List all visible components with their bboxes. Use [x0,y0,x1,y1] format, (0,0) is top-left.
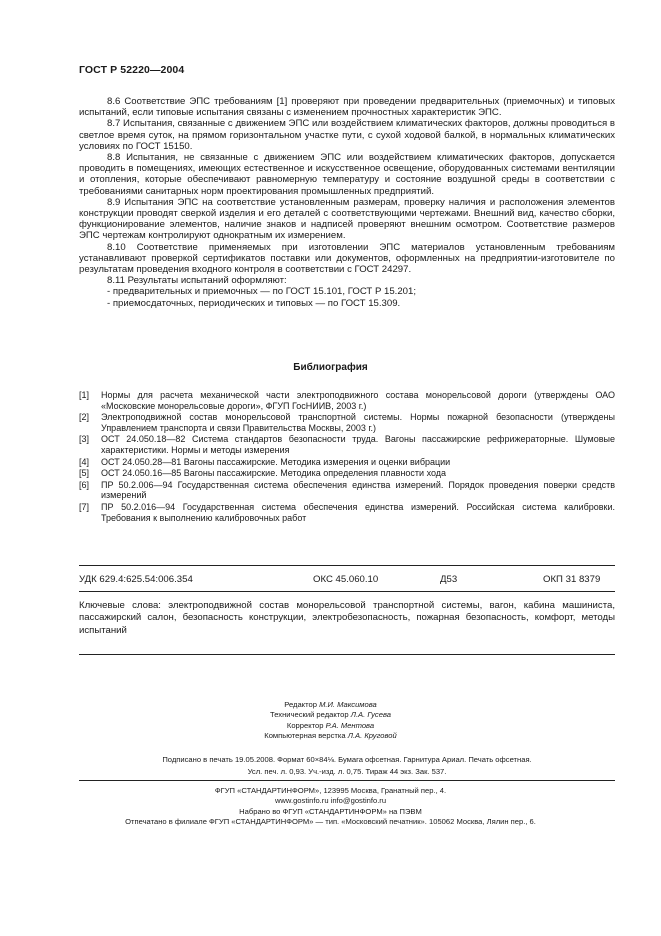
bibliography-title: Библиография [293,362,368,373]
bibliography-item [79,434,615,455]
udk-code: УДК 629.4:625.54:006.354 [79,574,193,585]
bibliography-number: [5] [79,468,90,479]
bibliography-list [79,390,615,524]
layout-name: Л.А. Круговой [347,731,397,741]
editor-line [0,700,661,710]
tech-editor-name: Л.А. Гусева [350,710,391,720]
keywords: Ключевые слова: электроподвижной состав монорельсовой транспортной системы, вагон, кабина машиниста, пассажирский салон, безопасность конструкции, электробезопасность, пожарная безопасность, комфорт, методы испытаний [79,600,615,636]
bibliography-number: [6] [79,479,90,490]
bibliography-number: [4] [79,456,90,467]
divider [79,565,615,566]
editor-name: М.И. Максимова [319,700,377,709]
bibliography-text: ОСТ 24.050.28—81 Вагоны пассажирские. Методика измерения и оценки вибрации [101,456,451,467]
corrector-label: Корректор [286,720,324,730]
bibliography-text: Нормы для расчета механической части электроподвижного состава монорельсовой дороги (утверждены ОАО «Московские монорельсовые дороги», ФГУП ГосНИИВ, 2003 г.) [101,390,615,411]
tech-editor-line [0,710,661,720]
divider [79,780,615,781]
print-info-line: Усл. печ. л. 0,93. Уч.-изд. л. 0,75. Тираж 44 экз. Зак. 537. [247,766,447,776]
bibliography-text: Электроподвижной состав монорельсовой транспортной системы. Нормы пожарной безопасности (утверждены Управлением транспорта и связи Правительства Москвы, 2003 г.) [101,412,615,433]
publisher-line: Отпечатано в филиале ФГУП «СТАНДАРТИНФОРМ» — тип. «Московский печатник». 105062 Москва, Лялин пер., 6. [125,817,536,827]
bibliography-text: ОСТ 24.050.18—82 Система стандартов безопасности труда. Вагоны пассажирские рефрижераторные. Шумовые характеристики. Нормы и методы измерения [101,434,615,455]
bibliography-text: ПР 50.2.006—94 Государственная система обеспечения единства измерений. Порядок проведения поверки средств измерений [101,479,615,501]
bibliography-item [79,390,615,411]
paragraph-8-9: 8.9 Испытания ЭПС на соответствие установленным размерам, проверку наличия и расположения элементов конструкции проводят сверкой изделия и его деталей с соответствующими чертежами. Внешний вид, качество сборки, функционирование элементов, наличие знаков и надписей проверяют внешним осмотром. Соответствие размеров ЭПС чертежам контролируют однократным их измерением. [79,196,615,242]
publisher-info [0,786,661,828]
print-info [79,754,615,777]
bibliography-item [79,412,615,433]
paragraph-8-8: 8.8 Испытания, не связанные с движением ЭПС или воздействием климатических факторов, допускается проводить в помещениях, имеющих естественное и искусственное освещение, оборудованных системами вентиляции и отопления, которые обеспечивают равномерную температуру и состояние воздушной среды в соответствии с требованиями санитарных норм проектирования промышленных предприятий. [79,152,615,197]
paragraph-8-6: 8.6 Соответствие ЭПС требованиям [1] проверяют при проведении предварительных (приемочных) и типовых испытаний, если типовые испытания связаны с изменением прочностных характеристик ЭПС. [79,96,615,119]
corrector-name: Р.А. Ментова [325,720,375,730]
layout-line [0,731,661,741]
paragraph-8-7: 8.7 Испытания, связанные с движением ЭПС или воздействием климатических факторов, должны проводиться в светлое время суток, на прямом горизонтальном участке пути, с сухой ходовой балкой, в нормальных климатических условиях по ГОСТ 15150. [79,118,615,152]
divider [79,591,615,592]
publisher-line: www.gostinfo.ru info@gostinfo.ru [274,796,387,806]
publisher-line: ФГУП «СТАНДАРТИНФОРМ», 123995 Москва, Гранатный пер., 4. [214,786,447,795]
oks-code: ОКС 45.060.10 [313,574,379,585]
bibliography-text: ПР 50.2.016—94 Государственная система обеспечения единства измерений. Российская система калибровки. Требования к выполнению калибровочных работ [101,501,615,523]
group-code: Д53 [440,574,458,585]
layout-label: Компьютерная верстка [264,731,346,741]
bibliography-item [79,502,615,523]
publisher-line: Набрано во ФГУП «СТАНДАРТИНФОРМ» на ПЭВМ [239,806,422,816]
okp-code: ОКП 31 8379 [543,574,601,585]
divider [79,654,615,655]
section-8-body [79,96,615,309]
paragraph-8-10: 8.10 Соответствие применяемых при изготовлении ЭПС материалов установленным требованиям устанавливают проверкой сертификатов поставки или документов, оформленных на предприятии-изготовителе по результатам проведения входного контроля в соответствии с ГОСТ 24297. [79,241,615,276]
bibliography-number: [1] [79,390,90,400]
imprint-block [0,700,661,742]
bibliography-text: ОСТ 24.050.16—85 Вагоны пассажирские. Методика определения плавности хода [101,468,447,479]
list-item: - приемосдаточных, периодических и типовых — по ГОСТ 15.309. [107,297,401,309]
bibliography-number: [2] [79,412,90,423]
list-item: - предварительных и приемочных — по ГОСТ 15.101, ГОСТ Р 15.201; [107,286,417,298]
print-info-line: Подписано в печать 19.05.2008. Формат 60×84⅛. Бумага офсетная. Гарнитура Ариал. Печать офсетная. [162,755,532,764]
bibliography-number: [7] [79,501,90,512]
bibliography-item [79,468,615,479]
tech-editor-label: Технический редактор [270,710,349,720]
corrector-line [0,721,661,731]
paragraph-8-11: 8.11 Результаты испытаний оформляют: [107,275,287,287]
document-header: ГОСТ Р 52220—2004 [79,64,185,76]
bibliography-number: [3] [79,434,90,445]
bibliography-item [79,457,615,468]
editor-label: Редактор [284,700,317,709]
bibliography-item [79,480,615,501]
